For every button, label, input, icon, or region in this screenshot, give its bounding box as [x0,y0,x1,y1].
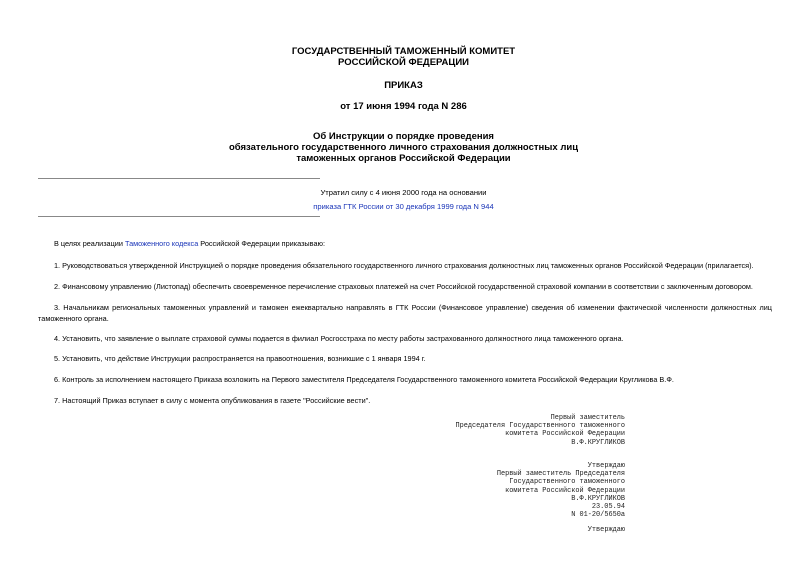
title-line-2: обязательного государственного личного страхования должностных лиц [228,142,579,153]
approval-line: N 01-20/5650а [571,511,625,520]
doc-date-number [0,101,807,112]
repeal-order-link[interactable]: приказа ГТК России от 30 декабря 1999 года N 944 [313,202,494,211]
approval-line: В.Ф.КРУГЛИКОВ [571,494,625,503]
intro-text-before: В целях реализации [54,239,125,248]
signature-line: Председателя Государственного таможенного [455,422,625,431]
date-number-text: от 17 июня 1994 года N 286 [340,101,467,112]
order-item-2: 2. Финансовому управлению (Листопад) обеспечить своевременное перечисление страховых платежей на счет Российской государственной страховой компании в соответствии с заключенным договором. [54,282,753,291]
intro-text-after: Российской Федерации приказываю: [198,239,326,248]
approval-line: Государственного таможенного [509,478,625,487]
order-item-4: 4. Установить, что заявление о выплате страховой суммы подается в филиал Росгосстраха по месту работы застрахованного должностного лица таможенного органа. [54,334,624,343]
title-line-3: таможенных органов Российской Федерации [296,153,511,164]
intro-paragraph [38,238,772,249]
approval-line: Первый заместитель Председателя [496,470,625,479]
authority-line-2: РОССИЙСКОЙ ФЕДЕРАЦИИ [337,57,469,68]
order-item-3: 3. Начальникам региональных таможенных управлений и таможен ежеквартально направлять в ГТК России (Финансовое управление) сведения об изменении фактической численности должностных лиц таможенного органа. [38,303,772,323]
approval-line: Утверждаю [587,526,625,534]
title-line-1: Об Инструкции о порядке проведения [313,131,494,142]
order-item-7: 7. Настоящий Приказ вступает в силу с момента опубликования в газете "Российские вести". [54,396,371,405]
doc-title [0,131,807,164]
signature-line: Первый заместитель [550,414,625,422]
approval-line: 23.05.94 [591,503,625,512]
order-item-6: 6. Контроль за исполнением настоящего Приказа возложить на Первого заместителя Председателя Государственного таможенного комитета Российской Федерации Кругликова В.Ф. [54,375,674,384]
authority-line-1: ГОСУДАРСТВЕННЫЙ ТАМОЖЕННЫЙ КОМИТЕТ [291,46,516,57]
approval-line: Утверждаю [587,462,625,470]
status-note-text: Утратил силу с 4 июня 2000 года на основании [320,188,487,197]
order-item-5: 5. Установить, что действие Инструкции распространяется на правоотношения, возникшие с 1 января 1994 г. [54,354,426,363]
approval-block [225,462,625,519]
approval-block-2 [225,526,625,534]
signature-line: В.Ф.КРУГЛИКОВ [571,438,625,447]
approval-line: комитета Российской Федерации [505,486,625,495]
doc-type [0,80,807,91]
signature-line: комитета Российской Федерации [505,430,625,439]
signature-block [225,414,625,447]
order-item-1: 1. Руководствоваться утвержденной Инструкцией о порядке проведения обязательного государственного личного страхования должностных лиц таможенных органов Российской Федерации (прилагается). [54,261,754,270]
status-note [210,186,597,214]
document-header [0,46,807,68]
divider-top [38,178,320,179]
divider-bottom [38,216,320,217]
doc-type-text: ПРИКАЗ [384,80,423,91]
customs-code-link[interactable]: Таможенного кодекса [124,239,199,248]
